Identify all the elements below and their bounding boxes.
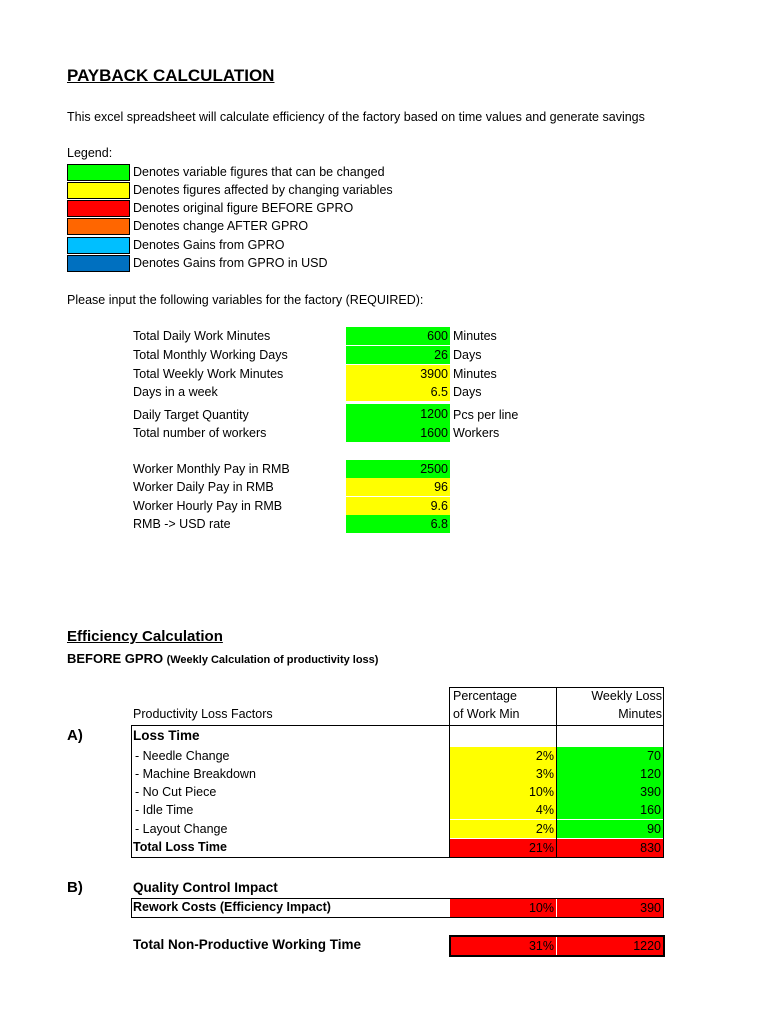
input-value-daily-pay: 96 [346,478,450,496]
section-b-marker: B) [67,879,83,896]
efficiency-title: Efficiency Calculation [67,628,223,645]
non-productive-label: Total Non-Productive Working Time [133,937,362,952]
legend-text-after: Denotes change AFTER GPRO [133,219,309,233]
section-a-marker: A) [67,727,83,744]
input-label-hourly-pay: Worker Hourly Pay in RMB [133,499,283,513]
rework-pct: 10% [450,899,556,917]
col-header-pct-line2: of Work Min [453,707,520,721]
rework-minutes: 390 [557,899,663,917]
loss-row-nocut-pct: 10% [450,783,556,801]
inputs-prompt: Please input the following variables for the factory (REQUIRED): [67,293,424,307]
col-header-loss-line1: Weekly Loss [591,689,662,703]
loss-row-layout-pct: 2% [450,820,556,838]
input-unit-target-qty: Pcs per line [453,408,519,422]
loss-row-breakdown-label: - Machine Breakdown [135,767,256,781]
rework-label: Rework Costs (Efficiency Impact) [133,900,331,914]
efficiency-subtitle-note: (Weekly Calculation of productivity loss) [166,654,379,666]
legend-swatch-after [67,218,130,235]
total-loss-pct: 21% [450,839,556,857]
input-value-monthly-pay[interactable]: 2500 [346,460,450,478]
loss-row-needle-minutes[interactable]: 70 [557,747,663,765]
loss-row-layout-minutes[interactable]: 90 [557,820,663,838]
input-unit-daily-minutes: Minutes [453,329,497,343]
non-productive-minutes: 1220 [557,937,663,955]
input-value-daily-minutes[interactable]: 600 [346,327,450,345]
input-value-weekly-minutes: 3900 [346,365,450,383]
input-label-days-week: Days in a week [133,385,218,399]
loss-row-idle-pct: 4% [450,801,556,819]
col-header-factors: Productivity Loss Factors [133,707,273,721]
input-label-monthly-days: Total Monthly Working Days [133,348,288,362]
loss-row-needle-pct: 2% [450,747,556,765]
input-label-weekly-minutes: Total Weekly Work Minutes [133,367,284,381]
legend-swatch-affected [67,182,130,199]
legend-text-affected: Denotes figures affected by changing variables [133,183,393,197]
input-unit-weekly-minutes: Minutes [453,367,497,381]
input-label-monthly-pay: Worker Monthly Pay in RMB [133,462,290,476]
input-unit-monthly-days: Days [453,348,482,362]
page-description: This excel spreadsheet will calculate efficiency of the factory based on time values and generate savings [67,110,645,124]
legend-swatch-gains [67,237,130,254]
legend-text-variable: Denotes variable figures that can be changed [133,165,385,179]
loss-row-idle-minutes[interactable]: 160 [557,801,663,819]
loss-row-idle-label: - Idle Time [135,803,194,817]
input-value-days-week: 6.5 [346,383,450,401]
input-unit-workers: Workers [453,426,500,440]
input-value-hourly-pay: 9.6 [346,497,450,515]
section-a-heading: Loss Time [133,728,200,743]
legend-text-before: Denotes original figure BEFORE GPRO [133,201,354,215]
page-title: PAYBACK CALCULATION [67,66,275,85]
input-value-monthly-days[interactable]: 26 [346,346,450,364]
legend-swatch-before [67,200,130,217]
input-value-target-qty[interactable]: 1200 [346,404,450,424]
legend-text-gains: Denotes Gains from GPRO [133,238,285,252]
col-header-pct-line1: Percentage [453,689,517,703]
legend-swatch-variable [67,164,130,181]
input-value-usd-rate[interactable]: 6.8 [346,515,450,533]
total-loss-minutes: 830 [557,839,663,857]
loss-row-breakdown-minutes[interactable]: 120 [557,765,663,783]
legend-swatch-gains-usd [67,255,130,272]
input-label-usd-rate: RMB -> USD rate [133,517,231,531]
loss-row-nocut-minutes[interactable]: 390 [557,783,663,801]
input-unit-days-week: Days [453,385,482,399]
legend-text-gains-usd: Denotes Gains from GPRO in USD [133,256,328,270]
section-b-heading: Quality Control Impact [133,880,278,895]
input-value-workers[interactable]: 1600 [346,424,450,442]
legend-label: Legend: [67,146,113,160]
input-label-workers: Total number of workers [133,426,267,440]
efficiency-subtitle-bold: BEFORE GPRO [67,651,164,666]
loss-row-breakdown-pct: 3% [450,765,556,783]
input-label-daily-minutes: Total Daily Work Minutes [133,329,271,343]
input-label-target-qty: Daily Target Quantity [133,408,249,422]
non-productive-pct: 31% [451,937,556,955]
efficiency-subtitle [67,651,378,666]
loss-row-layout-label: - Layout Change [135,822,228,836]
loss-row-needle-label: - Needle Change [135,749,230,763]
loss-row-nocut-label: - No Cut Piece [135,785,217,799]
col-header-loss-line2: Minutes [618,707,662,721]
total-loss-label: Total Loss Time [133,840,228,854]
input-label-daily-pay: Worker Daily Pay in RMB [133,480,274,494]
